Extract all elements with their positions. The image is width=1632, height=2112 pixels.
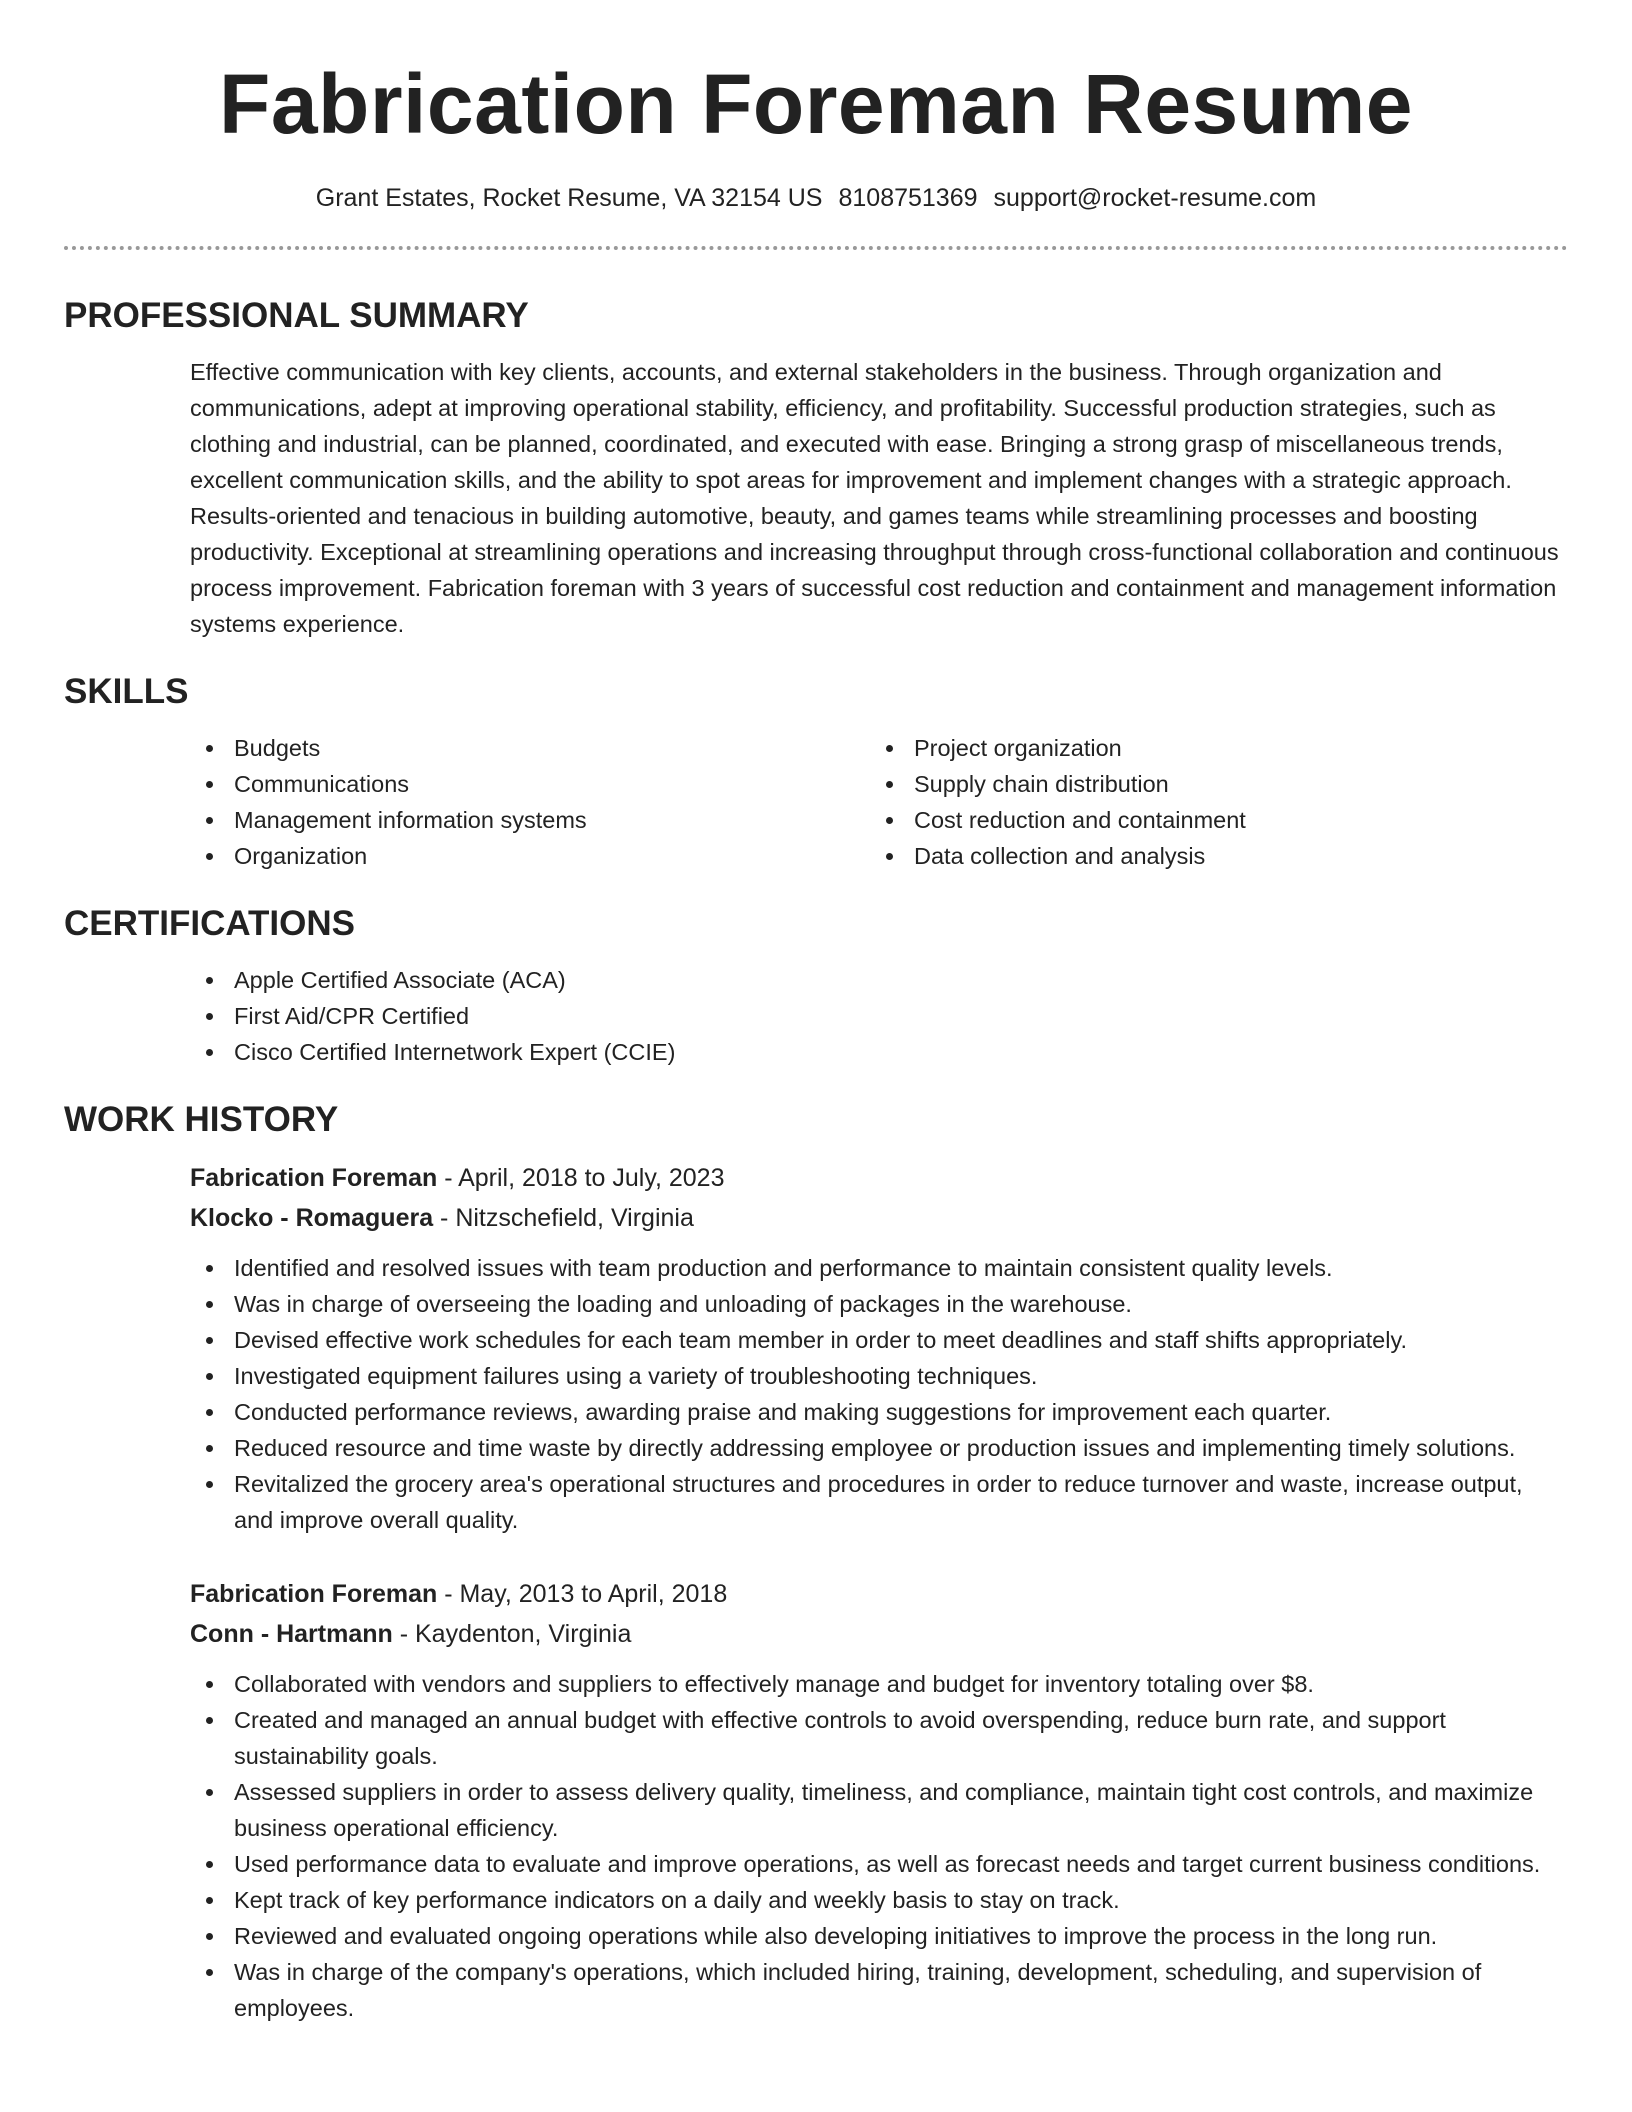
job-role: Fabrication Foreman [190,1580,438,1608]
job-bullet-list [190,1666,1568,2026]
job-dates: - May, 2013 to April, 2018 [437,1580,728,1608]
certification-item: Apple Certified Associate (ACA) [190,962,1568,998]
job-role: Fabrication Foreman [190,1164,438,1192]
job-title-line [190,1574,1568,1614]
certifications-list [190,962,1568,1070]
dotted-divider [64,246,1568,250]
skills-grid [190,730,1568,874]
section-title-skills: SKILLS [64,672,189,711]
skill-item: Data collection and analysis [870,838,1550,874]
resume-page [64,0,1568,2026]
job-company-line [190,1614,1568,1654]
job-title-line [190,1158,1568,1198]
contact-address: Grant Estates, Rocket Resume, VA 32154 US [315,184,823,212]
job-company: Conn - Hartmann [190,1620,393,1648]
summary-text: Effective communication with key clients, accounts, and external stakeholders in the business. Through organization and communications, adept at improving operational stability, efficiency, and profitability. Successful production strategies, such as clothing and industrial, can be planned, coordinated, and executed with ease. Bringing a strong grasp of miscellaneous trends, excellent communication skills, and the ability to spot areas for improvement and implement changes with a strategic approach. Results-oriented and tenacious in building automotive, beauty, and games teams while streamlining processes and boosting productivity. Exceptional at streamlining operations and increasing throughput through cross-functional collaboration and continuous process improvement. Fabrication foreman with 3 years of successful cost reduction and containment and management information systems experience. [190,359,1559,637]
contact-line [64,180,1568,216]
job-company-line [190,1198,1568,1238]
job-bullet: Investigated equipment failures using a variety of troubleshooting techniques. [190,1358,1568,1394]
job-bullet: Collaborated with vendors and suppliers to effectively manage and budget for inventory totaling over $8. [190,1666,1568,1702]
section-title-summary: PROFESSIONAL SUMMARY [64,296,529,335]
skill-item: Cost reduction and containment [870,802,1550,838]
job-entry [190,1574,1568,2026]
job-bullet: Created and managed an annual budget with effective controls to avoid overspending, reduce burn rate, and support sustainability goals. [190,1702,1568,1774]
contact-phone: 8108751369 [838,184,978,212]
job-dates: - April, 2018 to July, 2023 [437,1164,725,1192]
job-bullet-list [190,1250,1568,1538]
job-bullet: Assessed suppliers in order to assess delivery quality, timeliness, and compliance, maintain tight cost controls, and maximize business operational efficiency. [190,1774,1568,1846]
section-title-certifications: CERTIFICATIONS [64,904,356,943]
job-location: - Nitzschefield, Virginia [433,1204,694,1232]
job-location: - Kaydenton, Virginia [392,1620,632,1648]
job-bullet: Kept track of key performance indicators on a daily and weekly basis to stay on track. [190,1882,1568,1918]
skill-item: Project organization [870,730,1550,766]
job-bullet: Revitalized the grocery area's operational structures and procedures in order to reduce turnover and waste, increase output, and improve overall quality. [190,1466,1568,1538]
job-company: Klocko - Romaguera [190,1204,434,1232]
skill-item: Communications [190,766,870,802]
skill-item: Budgets [190,730,870,766]
job-bullet: Reduced resource and time waste by directly addressing employee or production issues and implementing timely solutions. [190,1430,1568,1466]
job-bullet: Was in charge of the company's operations, which included hiring, training, development, scheduling, and supervision of employees. [190,1954,1568,2026]
contact-email: support@rocket-resume.com [993,184,1317,212]
certification-item: First Aid/CPR Certified [190,998,1568,1034]
skills-list-right [870,730,1550,874]
job-bullet: Used performance data to evaluate and improve operations, as well as forecast needs and target current business conditions. [190,1846,1568,1882]
section-title-work-history: WORK HISTORY [64,1100,339,1139]
skill-item: Management information systems [190,802,870,838]
skills-list-left [190,730,870,874]
resume-title: Fabrication Foreman Resume [219,57,1413,151]
job-entry [190,1158,1568,1538]
job-bullet: Conducted performance reviews, awarding praise and making suggestions for improvement each quarter. [190,1394,1568,1430]
job-bullet: Identified and resolved issues with team production and performance to maintain consistent quality levels. [190,1250,1568,1286]
job-bullet: Reviewed and evaluated ongoing operations while also developing initiatives to improve the process in the long run. [190,1918,1568,1954]
job-bullet: Devised effective work schedules for each team member in order to meet deadlines and staff shifts appropriately. [190,1322,1568,1358]
certification-item: Cisco Certified Internetwork Expert (CCIE) [190,1034,1568,1070]
skill-item: Organization [190,838,870,874]
job-bullet: Was in charge of overseeing the loading and unloading of packages in the warehouse. [190,1286,1568,1322]
skill-item: Supply chain distribution [870,766,1550,802]
